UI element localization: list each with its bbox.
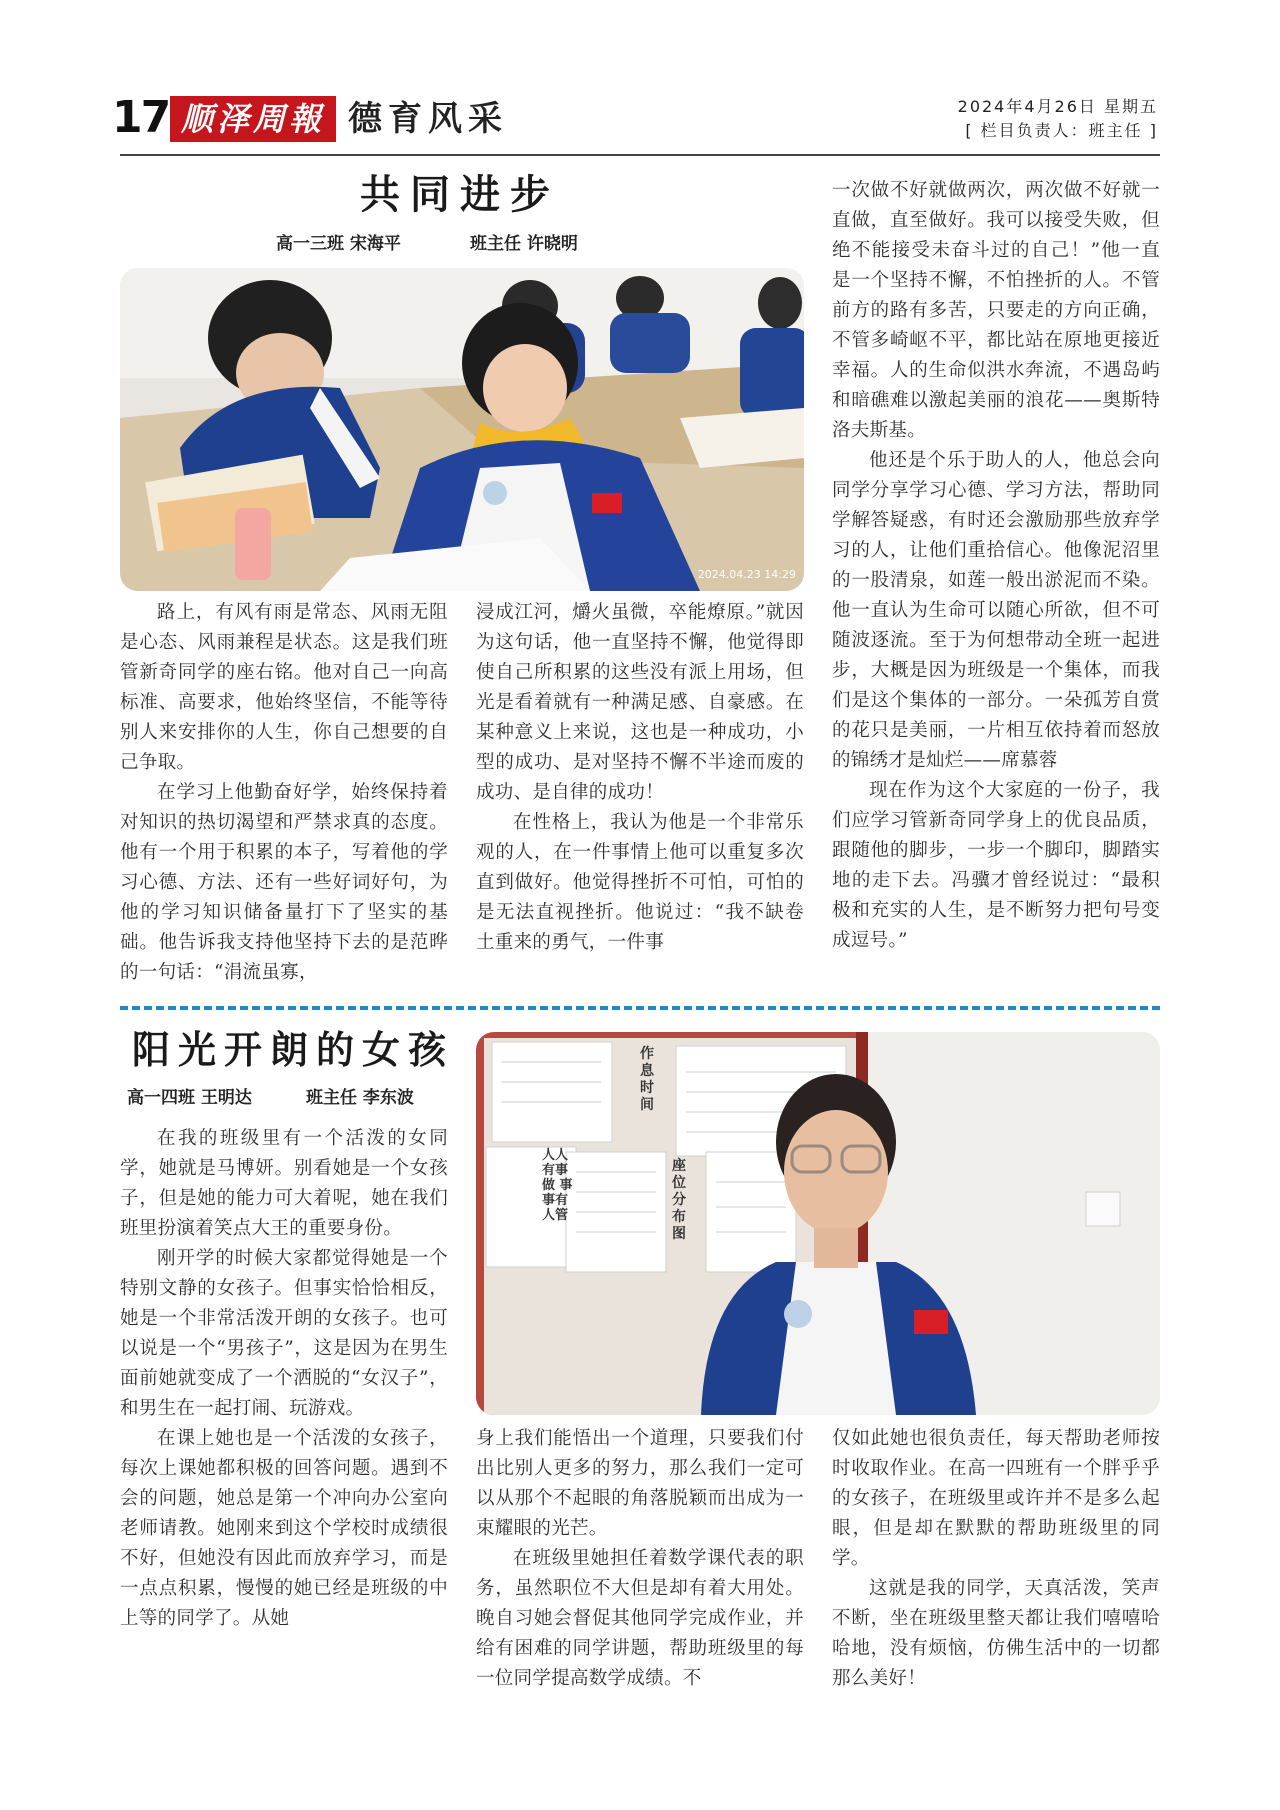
classroom-photo-illustration <box>120 268 804 591</box>
paragraph: 这就是我的同学，天真活泼，笑声不断，坐在班级里整天都让我们嘻嘻哈哈地，没有烦恼，仿佛生活中的一切都那么美好！ <box>832 1578 1160 1689</box>
issue-date: 2024年4月26日 星期五 <box>957 97 1158 116</box>
paragraph: 一次做不好就做两次，两次做不好就一直做，直至做好。我可以接受失败，但绝不能接受未奋斗过的自己！”他一直是一个坚持不懈，不怕挫折的人。不管前方的路有多苦，只要走的方向正确，不管多崎岖不平，都比站在原地更接近幸福。人的生命似洪水奔流，不遇岛屿和暗礁难以激起美丽的浪花——奥斯特洛夫斯基。 <box>832 180 1160 441</box>
photo-timestamp: 2024.04.23 14:29 <box>697 568 796 581</box>
paragraph: 在我的班级里有一个活泼的女同学，她就是马博妍。别看她是一个女孩子，但是她的能力可大着呢，她在我们班里扮演着笑点大王的重要身份。 <box>120 1128 448 1239</box>
paragraph: 在性格上，我认为他是一个非常乐观的人，在一件事情上他可以重复多次直到做好。他觉得挫折不可怕，可怕的是无法直视挫折。他说过：“我不缺卷土重来的勇气，一件事 <box>476 812 804 953</box>
article1-column-2 <box>476 598 804 958</box>
article1-column-1 <box>120 598 448 988</box>
article2-photo-student <box>476 1032 1160 1415</box>
paragraph: 在班级里她担任着数学课代表的职务，虽然职位不大但是却有着大用处。晚自习她会督促其他同学完成作业，并给有困难的同学讲题，帮助班级里的每一位同学提高数学成绩。不 <box>476 1548 804 1689</box>
newspaper-logo: 顺泽周報 <box>170 96 336 142</box>
article2-column-3 <box>832 1424 1160 1694</box>
article1-byline-teacher: 班主任 许晓明 <box>470 234 578 254</box>
article2-byline-teacher: 班主任 李东波 <box>306 1088 414 1108</box>
paragraph: 他还是个乐于助人的人，他总会向同学分享学习心德、学习方法，帮助同学解答疑惑，有时还会激励那些放弃学习的人，让他们重拾信心。他像泥沼里的一股清泉，如莲一般出淤泥而不染。他一直认为生命可以随心所欲，但不可随波逐流。至于为何想带动全班一起进步，大概是因为班级是一个集体，而我们是这个集体的一部分。一朵孤芳自赏的花只是美丽，一片相互依持着而怒放的锦绣才是灿烂——席慕蓉 <box>832 450 1160 771</box>
article-divider <box>120 1006 1160 1010</box>
paragraph: 在学习上他勤奋好学，始终保持着对知识的热切渴望和严禁求真的态度。他有一个用于积累的本子，写着他的学习心德、方法、还有一些好词好句，为他的学习知识储备量打下了坚实的基础。他告诉我支持他坚持下去的是范晔的一句话：“涓流虽寡， <box>120 782 448 983</box>
paragraph: 身上我们能悟出一个道理，只要我们付出比别人更多的努力，那么我们一定可以从那个不起眼的角落脱颖而出成为一束耀眼的光芒。 <box>476 1428 804 1539</box>
paragraph: 在课上她也是一个活泼的女孩子，每次上课她都积极的回答问题。遇到不会的问题，她总是第一个冲向办公室向老师请教。她刚来到这个学校时成绩很不好，但她没有因此而放弃学习，而是一点点积累，慢慢的她已经是班级的中上等的同学了。从她 <box>120 1428 448 1629</box>
article2-byline-class: 高一四班 王明达 <box>127 1088 252 1108</box>
paragraph: 浸成江河，爝火虽微，卒能燎原。”就因为这句话，他一直坚持不懈，他觉得即使自己所积累的这些没有派上用场，但光是看着就有一种满足感、自豪感。在某种意义上来说，这也是一种成功，小型的成功、是对坚持不懈不半途而废的成功、是自律的成功！ <box>476 602 804 803</box>
student-photo-illustration <box>476 1032 1160 1415</box>
paragraph: 路上，有风有雨是常态、风雨无阻是心态、风雨兼程是状态。这是我们班管新奇同学的座右铭。他对自己一向高标准、高要求，他始终坚信，不能等待别人来安排你的人生，你自己想要的自己争取。 <box>120 602 448 773</box>
board-label-schedule: 作息时间 <box>640 1046 654 1113</box>
section-title: 德育风采 <box>348 99 508 139</box>
article1-title: 共同进步 <box>360 172 560 218</box>
board-label-seating: 座位分布图 <box>672 1158 686 1242</box>
page-number: 17 <box>112 92 170 143</box>
article2-title: 阳光开朗的女孩 <box>132 1028 455 1072</box>
column-editor: [ 栏目负责人：班主任 ] <box>965 121 1158 140</box>
article2-column-1 <box>120 1124 448 1634</box>
article1-byline-class: 高一三班 宋海平 <box>276 234 401 254</box>
paragraph: 仅如此她也很负责任，每天帮助老师按时收取作业。在高一四班有一个胖乎乎的女孩子，在班级里或许并不是多么起眼，但是却在默默的帮助班级里的同学。 <box>832 1428 1160 1569</box>
paragraph: 刚开学的时候大家都觉得她是一个特别文静的女孩子。但事实恰恰相反，她是一个非常活泼开朗的女孩子。也可以说是一个“男孩子”，这是因为在男生面前她就变成了一个洒脱的“女汉子”，和男生在一起打闹、玩游戏。 <box>120 1248 448 1419</box>
header-rule <box>120 154 1160 156</box>
board-label-duties: 人人有事做 事事有人管 <box>542 1148 573 1223</box>
article2-column-2 <box>476 1424 804 1694</box>
paragraph: 现在作为这个大家庭的一份子，我们应学习管新奇同学身上的优良品质，跟随他的脚步，一步一个脚印，脚踏实地的走下去。冯骥才曾经说过：“最积极和充实的人生，是不断努力把句号变成逗号。” <box>832 780 1160 951</box>
article1-photo-classroom <box>120 268 804 591</box>
article1-column-3 <box>832 176 1160 956</box>
